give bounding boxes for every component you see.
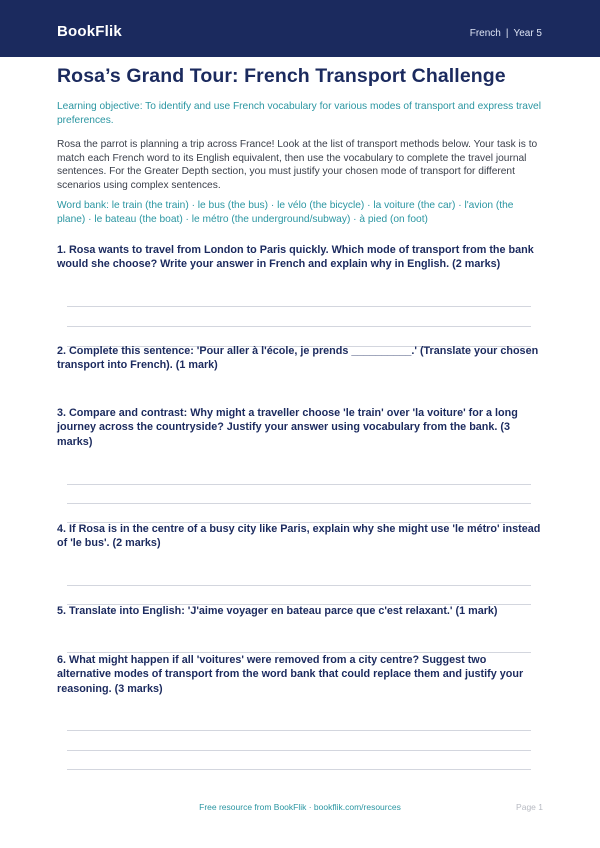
answer-line[interactable] [67, 484, 531, 485]
subject-year [470, 28, 542, 39]
page-title: Rosa’s Grand Tour: French Transport Challenge [57, 65, 506, 87]
answer-line[interactable] [67, 503, 531, 504]
question-5: 5. Translate into English: 'J'aime voyager en bateau parce que c'est relaxant.' (1 mark) [57, 605, 498, 617]
question-6: 6. What might happen if all 'voitures' were removed from a city centre? Suggest two alternative modes of transport from the word bank that could replace them and justify your reasoning. (3 marks) [57, 654, 524, 695]
answer-line[interactable] [67, 730, 531, 731]
answer-line[interactable] [67, 750, 531, 751]
footer-resource-link[interactable]: Free resource from BookFlik · bookflik.com/resources [199, 802, 401, 812]
question-1: 1. Rosa wants to travel from London to Paris quickly. Which mode of transport from the bank would she choose? Write your answer in French and explain why in English. (2 marks) [57, 244, 534, 271]
answer-line[interactable] [67, 769, 531, 770]
word-bank: Word bank: le train (the train) · le bus (the bus) · le vélo (the bicycle) · la voiture (the car) · l'avion (the plane) · le bateau (the boat) · le métro (the underground/subway) · à pied (on foot) [57, 200, 514, 225]
answer-line[interactable] [67, 585, 531, 586]
year-label: Year 5 [513, 28, 542, 39]
question-2: 2. Complete this sentence: 'Pour aller à l'école, je prends __________.' (Translate your chosen transport into French). (1 mark) [57, 345, 539, 372]
page-number: Page 1 [516, 802, 543, 812]
answer-line[interactable] [67, 306, 531, 307]
question-4: 4. If Rosa is in the centre of a busy city like Paris, explain why she might use 'le métro' instead of 'le bus'. (2 marks) [57, 523, 541, 550]
subject-label: French [469, 28, 501, 39]
header-bar [0, 0, 600, 57]
learning-objective: Learning objective: To identify and use French vocabulary for various modes of transport and express travel preferences. [57, 101, 541, 126]
brand-logo[interactable]: BookFlik [57, 23, 122, 40]
answer-line[interactable] [67, 326, 531, 327]
meta-separator: | [505, 28, 509, 39]
intro-paragraph: Rosa the parrot is planning a trip across France! Look at the list of transport methods below. Your task is to match each French word to its English equivalent, then use the vocabulary to complete the travel journal sentences. For the Greater Depth section, you must justify your chosen mode of transport for different scenarios using complex sentences. [57, 139, 538, 191]
question-3: 3. Compare and contrast: Why might a traveller choose 'le train' over 'la voiture' for a long journey across the countryside? Justify your answer using vocabulary from the bank. (3 marks) [57, 407, 518, 448]
